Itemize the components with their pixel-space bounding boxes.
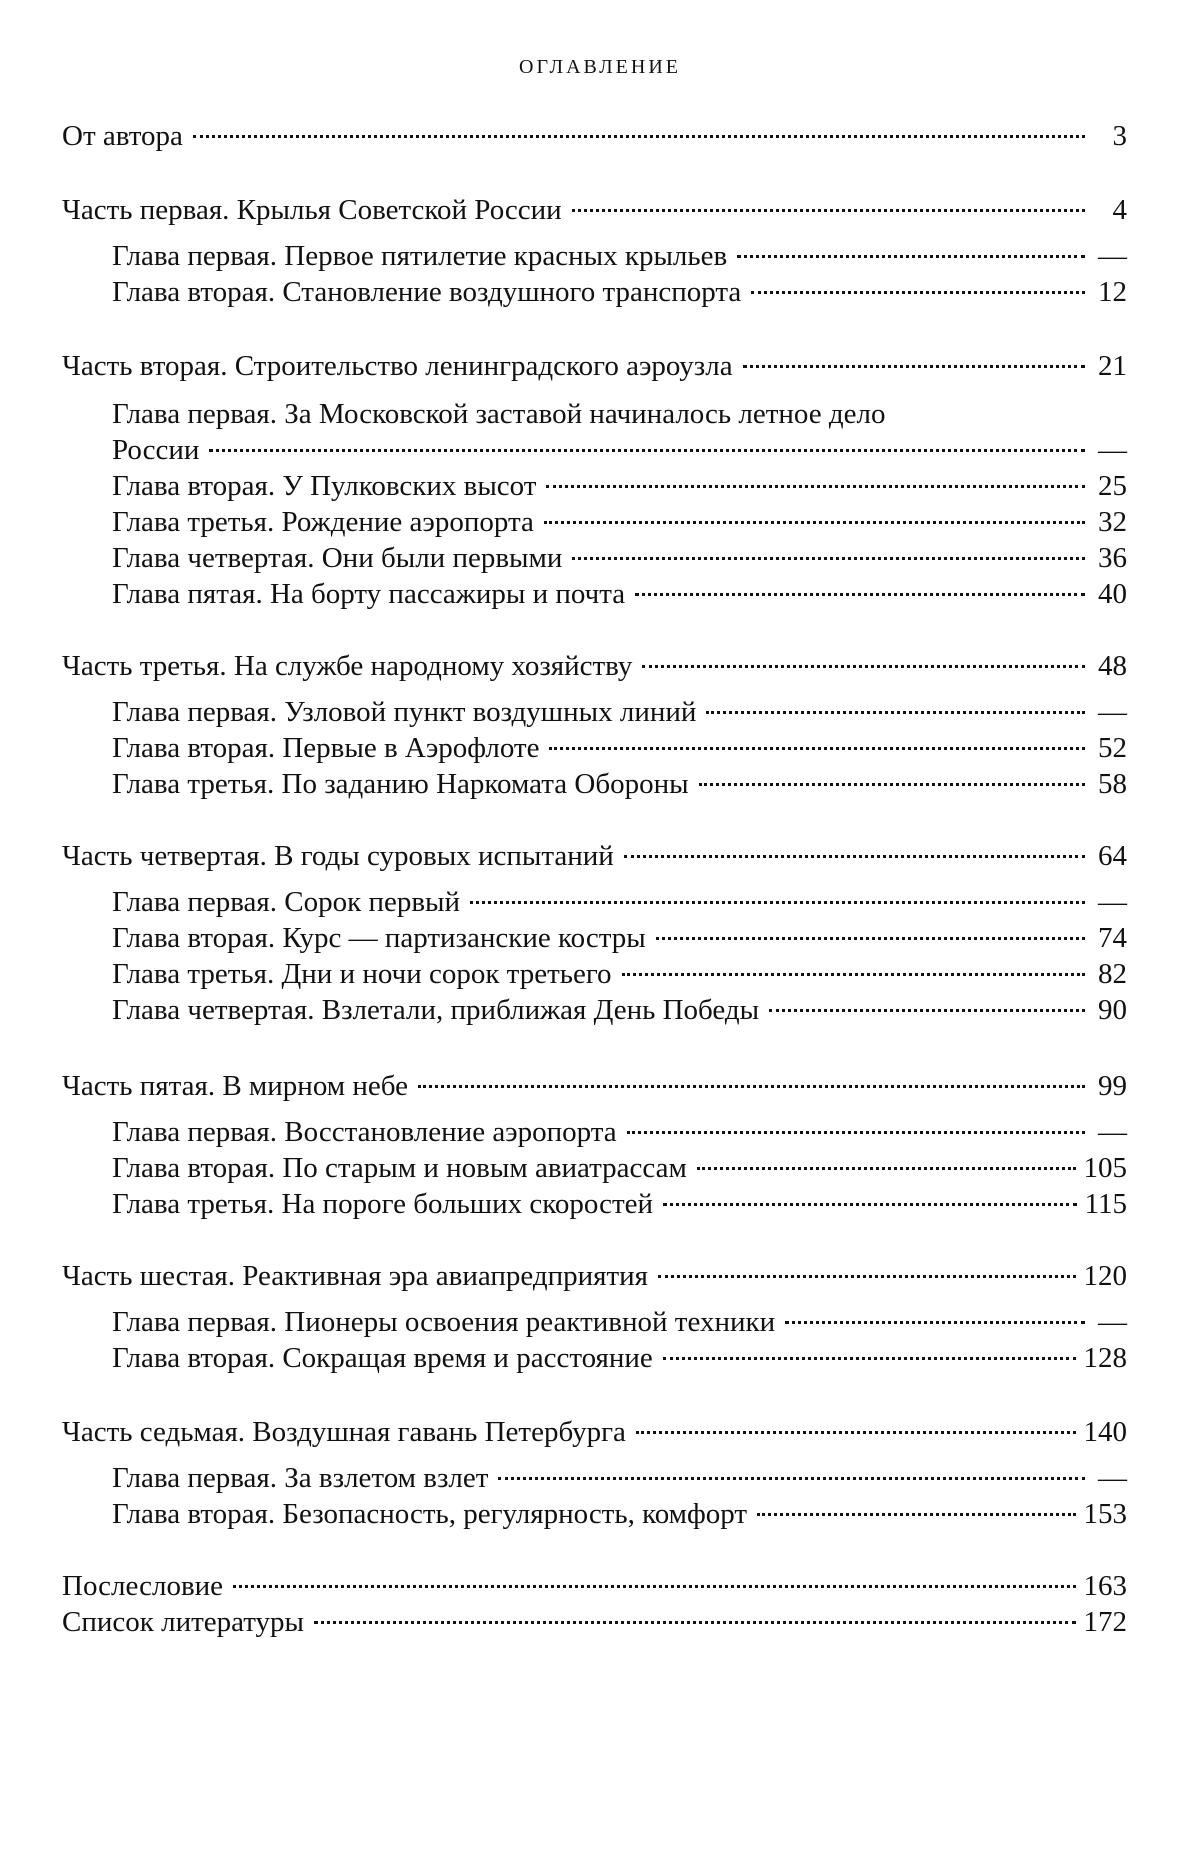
dot-leader [470,901,1085,904]
toc-entry-chapter [112,956,1127,992]
toc-entry-title: России [112,434,200,466]
toc-entry-page: 4 [1112,194,1127,226]
toc-entry-title: Глава вторая. У Пулковских высот [112,470,537,502]
toc-entry-title: Глава вторая. Первые в Аэрофлоте [112,732,540,764]
toc-entry-page: — [1098,434,1127,466]
toc-entry-chapter [112,1114,1127,1150]
toc-entry-part [62,192,1127,228]
toc-entry-title: Глава первая. Восстановление аэропорта [112,1116,617,1148]
toc-entry-chapter [112,1186,1127,1222]
toc-entry-chapter [112,992,1127,1028]
dot-leader [663,1203,1077,1206]
dot-leader [635,593,1085,596]
toc-entry-page: 99 [1098,1070,1127,1102]
dot-leader [572,209,1085,212]
dot-leader [757,1513,1075,1516]
toc-entry-chapter [112,694,1127,730]
toc-entry-foreword [62,118,1127,154]
toc-entry-title: Глава третья. На пороге больших скоростей [112,1188,654,1220]
toc-entry-title: Послесловие [62,1570,224,1602]
toc-entry-title: Часть пятая. В мирном небе [62,1070,409,1102]
toc-entry-page: 172 [1083,1606,1127,1638]
toc-entry-page: 58 [1098,768,1127,800]
toc-entry-title: Глава вторая. Безопасность, регулярность, комфорт [112,1498,748,1530]
toc-entry-page: 52 [1098,732,1127,764]
toc-entry-title: Глава первая. Сорок первый [112,886,461,918]
toc-entry-title: Глава пятая. На борту пассажиры и почта [112,578,626,610]
toc-heading: ОГЛАВЛЕНИЕ [519,56,681,78]
toc-entry-chapter [112,766,1127,802]
toc-entry-chapter [112,1304,1127,1340]
toc-entry-page: — [1098,1462,1127,1494]
dot-leader [624,855,1085,858]
toc-entry-title: Глава вторая. Сокращая время и расстояние [112,1342,653,1374]
toc-entry-page: 128 [1083,1342,1127,1374]
dot-leader [785,1321,1085,1324]
toc-entry-page: 90 [1098,994,1127,1026]
dot-leader [209,449,1085,452]
toc-entry-page: 40 [1098,578,1127,610]
toc-entry-page: 115 [1084,1188,1127,1220]
toc-entry-page: 82 [1098,958,1127,990]
dot-leader [498,1477,1085,1480]
dot-leader [627,1131,1085,1134]
dot-leader [697,1167,1076,1170]
toc-entry-page: 153 [1083,1498,1127,1530]
toc-entry-chapter [112,920,1127,956]
dot-leader [314,1621,1075,1624]
toc-entry-chapter [112,1460,1127,1496]
toc-entry-chapter [112,468,1127,504]
toc-entry-title: Глава третья. Рождение аэропорта [112,506,534,538]
toc-entry-page: 12 [1098,276,1127,308]
dot-leader [546,485,1085,488]
dot-leader [418,1085,1085,1088]
toc-entry-chapter [112,540,1127,576]
toc-entry-part [62,1258,1127,1294]
toc-entry-title: Глава третья. По заданию Наркомата Обороны [112,768,689,800]
toc-entry-page: 36 [1098,542,1127,574]
toc-entry-page: 140 [1083,1416,1127,1448]
toc-entry-title: Глава первая. За взлетом взлет [112,1462,489,1494]
toc-entry-page: — [1098,886,1127,918]
dot-leader [699,783,1085,786]
toc-entry-title: Часть вторая. Строительство ленинградского аэроузла [62,350,733,382]
toc-entry-title: Глава четвертая. Взлетали, приближая День Победы [112,994,760,1026]
toc-entry-page: — [1098,1116,1127,1148]
toc-entry-chapter [112,432,1127,468]
toc-entry-chapter [112,1150,1127,1186]
toc-entry-page: — [1098,696,1127,728]
toc-entry-title: От автора [62,120,183,152]
dot-leader [642,665,1085,668]
toc-entry-title: Список литературы [62,1606,305,1638]
dot-leader [663,1357,1076,1360]
dot-leader [737,255,1085,258]
dot-leader [656,937,1085,940]
toc-entry-title: Глава вторая. Курс — партизанские костры [112,922,646,954]
dot-leader [572,557,1085,560]
toc-entry-chapter [112,884,1127,920]
dot-leader [549,747,1085,750]
toc-entry-bibliography [62,1604,1127,1640]
dot-leader [544,521,1085,524]
toc-entry-page: 120 [1083,1260,1127,1292]
toc-entry-page: 21 [1098,350,1127,382]
toc-entry-part [62,348,1127,384]
toc-entry-part [62,838,1127,874]
toc-entry-page: 64 [1098,840,1127,872]
toc-entry-chapter [112,238,1127,274]
toc-entry-title: Часть шестая. Реактивная эра авиапредприятия [62,1260,649,1292]
toc-entry-title: Глава вторая. По старым и новым авиатрассам [112,1152,687,1184]
toc-entry-title: Часть третья. На службе народному хозяйству [62,650,633,682]
toc-entry-afterword [62,1568,1127,1604]
toc-entry-title: Часть первая. Крылья Советской России [62,194,562,226]
toc-entry-chapter [112,1496,1127,1532]
dot-leader [658,1275,1075,1278]
toc-entry-page: — [1098,240,1127,272]
toc-entry-title: Часть седьмая. Воздушная гавань Петербурга [62,1416,626,1448]
toc-entry-page: 32 [1098,506,1127,538]
dot-leader [751,291,1085,294]
toc-entry-title: Глава первая. Пионеры освоения реактивной техники [112,1306,776,1338]
dot-leader [193,135,1085,138]
toc-entry-page: 48 [1098,650,1127,682]
toc-entry-title: Глава четвертая. Они были первыми [112,542,563,574]
toc-entry-title: Глава первая. Первое пятилетие красных крыльев [112,240,728,272]
toc-entry-page: 3 [1112,120,1127,152]
toc-entry-title: Глава вторая. Становление воздушного транспорта [112,276,742,308]
toc-entry-page: 74 [1098,922,1127,954]
dot-leader [706,711,1085,714]
dot-leader [743,365,1085,368]
toc-entry-chapter [112,730,1127,766]
dot-leader [636,1431,1076,1434]
dot-leader [622,973,1085,976]
toc-entry-part [62,648,1127,684]
toc-entry-page: 163 [1083,1570,1127,1602]
toc-entry-title: Глава третья. Дни и ночи сорок третьего [112,958,612,990]
toc-entry-page: 25 [1098,470,1127,502]
toc-entry-page: — [1098,1306,1127,1338]
toc-entry-page: 105 [1083,1152,1127,1184]
toc-entry-chapter [112,504,1127,540]
dot-leader [233,1585,1075,1588]
toc-entry-title-line1: Глава первая. За Московской заставой начиналось летное дело [112,398,886,430]
toc-entry-chapter [112,274,1127,310]
toc-entry-chapter [112,1340,1127,1376]
toc-entry-chapter [112,576,1127,612]
toc-entry-part [62,1414,1127,1450]
toc-entry-title: Глава первая. Узловой пункт воздушных линий [112,696,697,728]
toc-entry-part [62,1068,1127,1104]
dot-leader [769,1009,1085,1012]
toc-entry-title: Часть четвертая. В годы суровых испытаний [62,840,614,872]
